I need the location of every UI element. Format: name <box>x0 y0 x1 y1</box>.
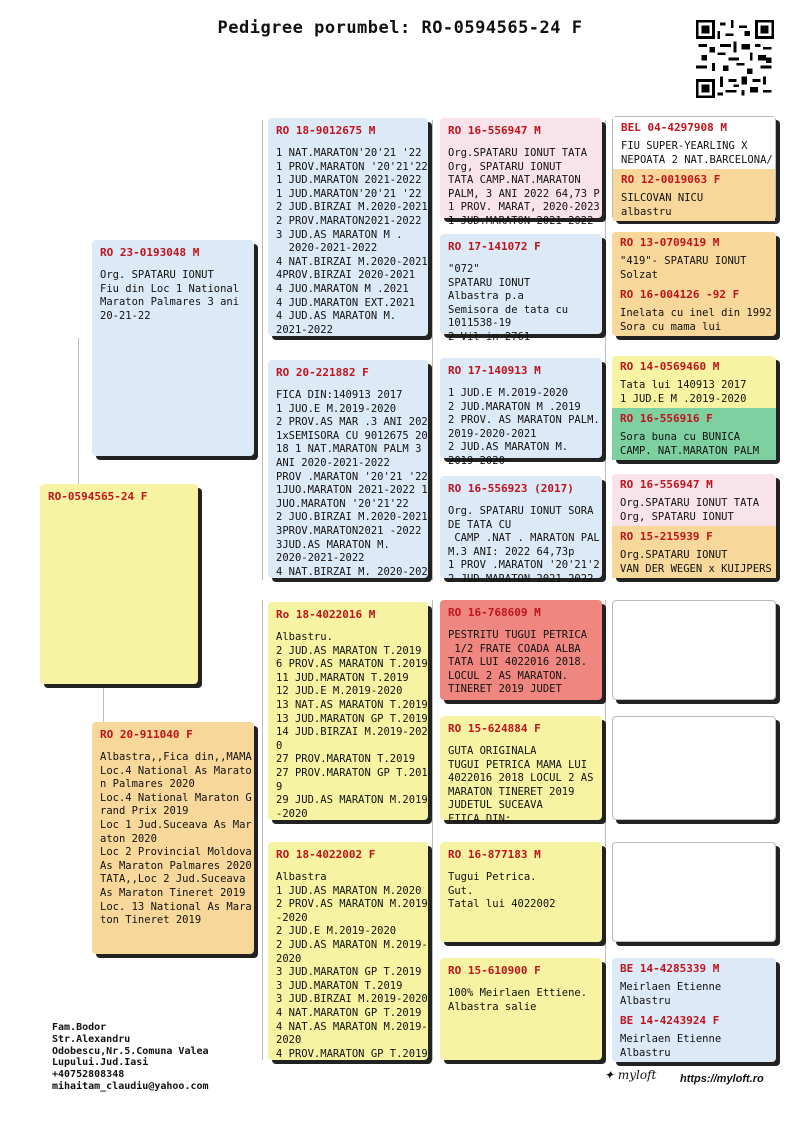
detail-line: Loc.4 National Maraton G <box>100 791 252 804</box>
detail-line: Semisora de tata cu <box>448 303 569 316</box>
pigeon-id: RO 16-556923 (2017) <box>448 482 574 495</box>
detail-line: JUO.MARATON '20'21'22 <box>276 497 409 510</box>
detail-line: 2 JUD.AS MARATON T.2019 <box>276 644 422 657</box>
detail-line: 2 Vil in 2761 <box>448 330 531 343</box>
connector-line <box>605 120 606 580</box>
detail-line: Org. SPATARU IONUT SORA <box>448 505 594 517</box>
detail-line: 2 PROV.AS MARATON M.2019 <box>276 898 428 911</box>
detail-line: 3 JUD.AS MARATON M . <box>276 228 403 241</box>
detail-line: Gut. <box>448 884 474 897</box>
detail-line: Albastra salie <box>448 1000 537 1013</box>
empty-card <box>612 716 776 820</box>
detail-line: 1 JUD.E M.2019-2020 <box>448 387 569 399</box>
detail-line: Albastru <box>620 1046 671 1059</box>
ggp-card <box>440 118 602 227</box>
granddam-maternal-card <box>268 842 428 1060</box>
subject-card <box>40 484 198 684</box>
detail-line: 2 JUD.AS MARATON M. <box>448 441 569 454</box>
connector-line <box>432 600 433 1060</box>
contact-line: +40752808348 <box>52 1069 125 1081</box>
detail-line: 3 JUD.MARATON GP T.2019 <box>276 966 422 979</box>
detail-line: 2020-2021-2022 <box>276 552 365 565</box>
detail-line: JUDETUL SUCEAVA <box>448 799 543 812</box>
detail-line: Loc 1 Jud.Suceava As Mar <box>100 818 252 831</box>
gggp-pair-card <box>612 474 776 578</box>
detail-line: 1 JUD.AS MARATON M.2020 <box>276 884 422 897</box>
detail-line: TATA CAMP.NAT.MARATON <box>448 174 581 187</box>
ggp-card <box>440 716 602 825</box>
detail-line: 4022016 2018 LOCUL 2 AS <box>448 772 594 785</box>
detail-line: Sora buna cu BUNICA <box>620 431 741 443</box>
detail-line: 4 NAT.BIRZAI M.2020-2021 <box>276 255 428 268</box>
detail-line: Sora cu mama lui <box>620 320 722 333</box>
brand-name: myloft <box>617 1068 657 1082</box>
detail-line: Org, SPATARU IONUT <box>448 160 562 173</box>
detail-line: 3 JUD.BIRZAI M.2019-2020 <box>276 993 428 1006</box>
detail-line: VAN DER WEGEN x KUIJPERS <box>620 562 772 575</box>
detail-line: SILCOVAN NICU <box>621 192 704 204</box>
detail-line: Albastru <box>620 994 671 1007</box>
pigeon-id: RO 16-556947 M <box>448 124 541 137</box>
empty-card <box>612 600 776 700</box>
detail-line: ANI 2020-2021-2022 <box>276 456 390 469</box>
pigeon-id: RO 23-0193048 M <box>100 246 200 259</box>
detail-line: -2020 <box>276 911 308 924</box>
detail-line: 4 NAT.MARATON GP T.2019 <box>276 1006 422 1019</box>
ggp-card <box>440 476 602 585</box>
connector-line <box>262 120 263 580</box>
detail-line: Tata lui 140913 2017 <box>620 379 747 391</box>
detail-line: 2 JUD.E M.2019-2020 <box>276 925 397 938</box>
dam-card <box>92 722 254 954</box>
detail-line: 2 JUD.MARATON 2021-2022 <box>448 572 594 585</box>
detail-line: 2 PROV.AS MAR .3 ANI 202 <box>276 416 428 429</box>
connector-line <box>605 600 606 1060</box>
detail-line: Org.SPATARU IONUT TATA <box>448 147 588 159</box>
pigeon-id: RO 20-221882 F <box>276 366 369 379</box>
pigeon-id: BE 14-4243924 F <box>620 1014 720 1027</box>
detail-line: Maraton Palmares 3 ani <box>100 296 240 309</box>
detail-line: TINERET 2019 JUDET <box>448 683 562 696</box>
detail-line: 2019-2020-2021 <box>448 427 537 440</box>
pigeon-id: RO 16-556916 F <box>620 412 713 425</box>
contact-line: Odobescu,Nr.5.Comuna Valea <box>52 1045 209 1057</box>
pigeon-id: RO 12-0019063 F <box>621 173 721 186</box>
pigeon-id: RO 20-911040 F <box>100 728 193 741</box>
detail-line: 2020-2021-2022 <box>276 242 378 255</box>
detail-line: 1JUO.MARATON 2021-2022 1 <box>276 484 428 497</box>
detail-line: 4 JUO.MARATON M .2021 <box>276 282 409 295</box>
detail-line: 14 JUD.BIRZAI M.2019-202 <box>276 726 428 739</box>
gggp-pair-card <box>612 356 776 460</box>
gggp-dam <box>612 526 776 578</box>
detail-line: PALM, 3 ANI 2022 64,73 P <box>448 187 600 200</box>
detail-line: TATA LUI 4022016 2018. <box>448 656 588 669</box>
detail-line: LOCUL 2 AS MARATON. <box>448 669 569 682</box>
pigeon-id: Ro 18-4022016 M <box>276 608 376 621</box>
ggp-card <box>440 234 602 343</box>
detail-line: 1 PROV .MARATON '20'21'2 <box>448 559 600 572</box>
detail-line: 20-21-22 <box>100 309 151 322</box>
connector-line <box>432 120 433 580</box>
sire-card <box>92 240 254 456</box>
detail-line: 100% Meirlaen Ettiene. <box>448 987 588 999</box>
connector-line <box>103 684 104 722</box>
contact-line: Str.Alexandru <box>52 1033 131 1045</box>
ggp-card <box>440 958 602 1060</box>
gggp-sire <box>612 356 776 408</box>
detail-line: 4 NAT.BIRZAI M. 2020-202 <box>276 565 428 578</box>
gggp-sire <box>612 958 776 1010</box>
detail-line: 1011538-19 <box>448 317 512 330</box>
detail-line: albastru <box>621 205 672 218</box>
detail-line: FICA DIN:140913 2017 <box>276 389 403 401</box>
detail-line: Meirlaen Etienne <box>620 1033 722 1045</box>
pigeon-icon: ✦ <box>604 1068 615 1082</box>
detail-line: 0 <box>276 739 283 752</box>
gggp-dam <box>612 1010 776 1062</box>
pigeon-id: RO 14-0569460 M <box>620 360 720 373</box>
contact-line: Fam.Bodor <box>52 1022 107 1033</box>
detail-line: GUTA ORIGINALA <box>448 745 537 757</box>
detail-line: 1 JUD.MARATON 2021-2022 <box>276 174 422 187</box>
detail-line: Albastra p.a <box>448 290 524 303</box>
detail-line: 29 JUD.AS MARATON M.2019 <box>276 794 428 807</box>
detail-line: 2 JUD.MARATON M .2019 <box>448 400 581 413</box>
detail-line: 1 JUO.E M.2019-2020 <box>276 402 397 415</box>
detail-line: Loc.4 National As Marato <box>100 764 252 777</box>
gggp-dam <box>612 408 776 460</box>
empty-card <box>612 842 776 942</box>
pigeon-id: RO 17-141072 F <box>448 240 541 253</box>
site-link[interactable]: https://myloft.ro <box>680 1073 764 1085</box>
detail-line: 2021-2022 <box>276 323 333 336</box>
detail-line: ton Tineret 2019 <box>100 914 202 927</box>
detail-line: PROV .MARATON '20'21 '22 <box>276 470 428 483</box>
grandsire-paternal-card <box>268 118 428 336</box>
pigeon-id: RO 18-4022002 F <box>276 848 376 861</box>
detail-line: CAMP. NAT.MARATON PALM <box>620 444 760 457</box>
detail-line: 1 JUD.MARATON 2021-2022 <box>448 214 594 227</box>
pigeon-id: BEL 04-4297908 M <box>621 121 727 134</box>
detail-line: 3JUD.AS MARATON M. <box>276 538 390 551</box>
detail-line: n Palmares 2020 <box>100 778 195 791</box>
detail-line: 4PROV.BIRZAI 2020-2021 <box>276 269 416 282</box>
granddam-paternal-card <box>268 360 428 578</box>
detail-line: "072" <box>448 263 480 275</box>
detail-line: Org.SPATARU IONUT TATA <box>620 497 760 509</box>
contact-line: Lupului.Jud.Iasi <box>52 1057 149 1069</box>
detail-line: -2020 <box>276 807 308 820</box>
contact-line: mihaitam_claudiu@yahoo.com <box>52 1080 209 1092</box>
detail-line: 12 JUD.E M.2019-2020 <box>276 685 403 698</box>
gggp-sire <box>613 117 775 169</box>
pigeon-id: RO 16-004126 -92 F <box>620 288 740 301</box>
detail-line: 2 JUO.BIRZAI M.2020-2021 <box>276 511 428 524</box>
qr-code <box>696 20 774 98</box>
detail-line: 2 PROV.MARATON2021-2022 <box>276 214 422 227</box>
ggp-card <box>440 842 602 942</box>
detail-line: Meirlaen Etienne <box>620 981 722 993</box>
detail-line: Tugui Petrica. <box>448 871 537 883</box>
ggp-card <box>440 600 602 700</box>
detail-line: 13 JUD.MARATON GP T.2019 <box>276 712 428 725</box>
detail-line: 2 JUD.BIRZAI M.2020-2021 <box>276 201 428 214</box>
ggp-card <box>440 358 602 467</box>
detail-line: Loc 2 Provincial Moldova <box>100 846 252 859</box>
detail-line: Albastru. <box>276 631 333 643</box>
detail-line: 1 JUD.MARATON'20'21 '22 <box>276 187 422 200</box>
detail-line: 4 PROV.MARATON GP T.2019 <box>276 1047 428 1060</box>
grandsire-maternal-card <box>268 602 428 820</box>
detail-line: Albastra <box>276 871 327 883</box>
detail-line: SPATARU IONUT <box>448 276 531 289</box>
connector-line <box>262 600 263 1060</box>
detail-line: M.3 ANI: 2022 64,73p <box>448 545 575 558</box>
gggp-pair-card <box>612 232 776 336</box>
detail-line: Org.SPATARU IONUT <box>620 549 728 561</box>
detail-line: 2019-2020 <box>448 454 505 467</box>
breeder-contact <box>52 1022 209 1093</box>
gggp-sire <box>612 232 776 284</box>
pigeon-id: RO 15-610900 F <box>448 964 541 977</box>
detail-line: FIICA DIN: <box>448 812 512 825</box>
detail-line: 2 PROV. AS MARATON PALM. <box>448 414 600 427</box>
connector-line <box>78 338 79 484</box>
detail-line: 1/2 FRATE COADA ALBA <box>448 642 581 655</box>
pigeon-id: RO 15-624884 F <box>448 722 541 735</box>
pigeon-id: RO 15-215939 F <box>620 530 713 543</box>
detail-line: TUGUI PETRICA MAMA LUI <box>448 758 588 771</box>
detail-line: 3PROV.MARATON2021 -2022 <box>276 524 422 537</box>
detail-line: 6 PROV.AS MARATON T.2019 <box>276 658 428 671</box>
detail-line: 11 JUD.MARATON T.2019 <box>276 671 409 684</box>
detail-line: Albastra,,Fica din,,MAMA <box>100 751 252 763</box>
detail-line: 2020 <box>276 1034 302 1047</box>
detail-line: MARATON TINERET 2019 <box>448 785 575 798</box>
detail-line: 1 PROV.MARATON '20'21'22 <box>276 160 428 173</box>
detail-line: "419"- SPATARU IONUT <box>620 255 747 267</box>
detail-line: 18 1 NAT.MARATON PALM 3 <box>276 443 422 456</box>
detail-line: DE TATA CU <box>448 518 512 531</box>
gggp-sire <box>612 474 776 526</box>
gggp-dam <box>613 169 775 221</box>
detail-line: 1 NAT.MARATON'20'21 '22 <box>276 147 422 159</box>
detail-line: 13 NAT.AS MARATON T.2019 <box>276 698 428 711</box>
pigeon-id: RO 16-877183 M <box>448 848 541 861</box>
detail-line: TATA,,Loc 2 Jud.Suceava <box>100 873 246 886</box>
page-title: Pedigree porumbel: RO-0594565-24 F <box>217 18 583 38</box>
gggp-dam <box>612 284 776 336</box>
pigeon-id: RO 16-768609 M <box>448 606 541 619</box>
gggp-pair-card <box>612 116 776 220</box>
detail-line: Org, SPATARU IONUT <box>620 510 734 523</box>
detail-line: 3 JUD.MARATON T.2019 <box>276 979 403 992</box>
detail-line: 4 JUD.MARATON EXT.2021 <box>276 296 416 309</box>
brand-logo <box>604 1068 656 1082</box>
detail-line: 2 JUD.AS MARATON M.2019- <box>276 938 428 951</box>
detail-line: rand Prix 2019 <box>100 805 189 818</box>
detail-line: Inelata cu inel din 1992 <box>620 307 772 319</box>
pigeon-id: RO-0594565-24 F <box>48 490 148 503</box>
detail-line: 1 PROV. MARAT, 2020-2023 <box>448 201 600 214</box>
gggp-pair-card <box>612 958 776 1062</box>
pigeon-id: RO 13-0709419 M <box>620 236 720 249</box>
pigeon-id: RO 16-556947 M <box>620 478 713 491</box>
detail-line: 9 <box>276 780 283 793</box>
detail-line: 1xSEMISORA CU 9012675 20 <box>276 429 428 442</box>
detail-line: NEPOATA 2 NAT.BARCELONA/ <box>621 153 773 166</box>
detail-line: Fiu din Loc 1 National <box>100 282 240 295</box>
detail-line: Solzat <box>620 268 658 281</box>
detail-line: Loc. 13 National As Mara <box>100 900 252 913</box>
pigeon-id: BE 14-4285339 M <box>620 962 720 975</box>
detail-line: As Maraton Palmares 2020 <box>100 859 252 872</box>
detail-line: Tatal lui 4022002 <box>448 898 556 911</box>
detail-line: 4 NAT.AS MARATON M.2019- <box>276 1020 428 1033</box>
detail-line: 1 JUD.E M .2019-2020 <box>620 392 747 405</box>
detail-line: PESTRITU TUGUI PETRICA <box>448 629 588 641</box>
detail-line: Org. SPATARU IONUT <box>100 269 214 281</box>
detail-line: FIU SUPER-YEARLING X <box>621 140 748 152</box>
detail-line: 27 PROV.MARATON GP T.201 <box>276 766 428 779</box>
detail-line: 2020 <box>276 952 302 965</box>
pigeon-id: RO 18-9012675 M <box>276 124 376 137</box>
detail-line: 27 PROV.MARATON T.2019 <box>276 753 416 766</box>
detail-line: CAMP .NAT . MARATON PAL <box>448 532 600 545</box>
detail-line: As Maraton Tineret 2019 <box>100 886 246 899</box>
detail-line: 4 JUD.AS MARATON M. <box>276 310 397 323</box>
detail-line: aton 2020 <box>100 832 157 845</box>
pigeon-id: RO 17-140913 M <box>448 364 541 377</box>
